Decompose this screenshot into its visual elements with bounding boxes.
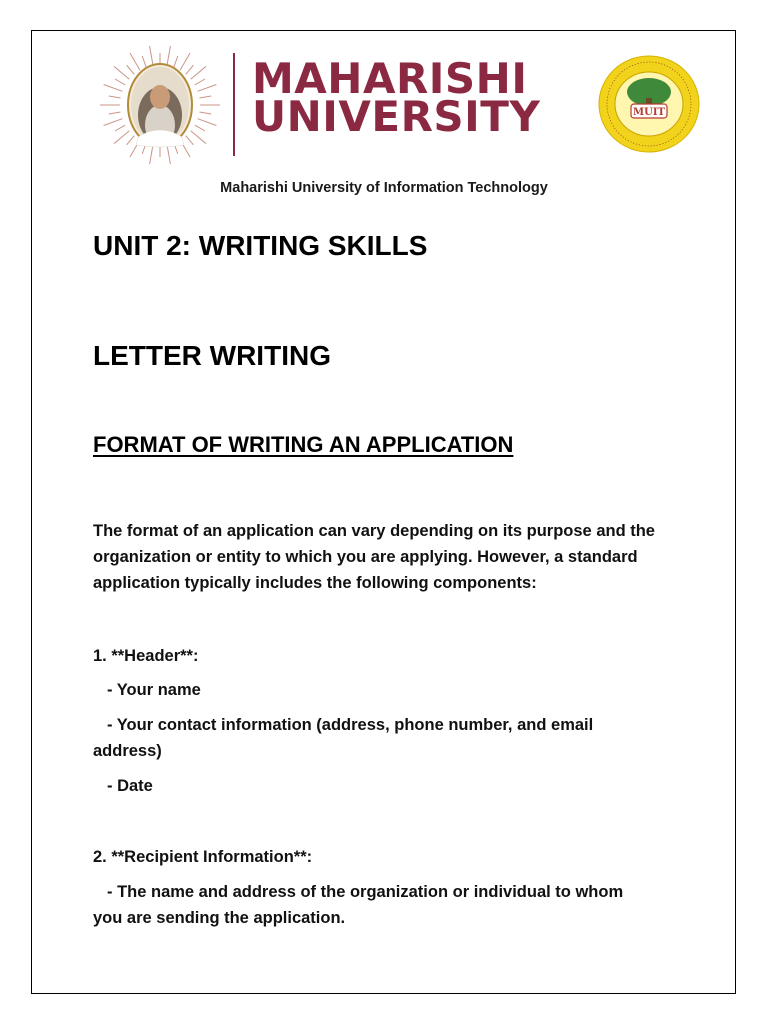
wordmark-line-1: MAHARISHI	[252, 54, 528, 103]
founder-portrait-icon	[98, 45, 222, 165]
sun-ray	[198, 84, 217, 91]
sun-ray	[109, 112, 121, 114]
sun-ray	[115, 79, 125, 85]
sun-ray	[167, 46, 170, 66]
sun-ray	[150, 144, 153, 164]
wordmark-line-2: UNIVERSITY	[252, 92, 541, 141]
sun-ray	[104, 119, 123, 126]
sun-ray	[195, 125, 205, 131]
sun-ray	[142, 56, 146, 67]
sun-ray	[109, 96, 121, 98]
sun-ray	[104, 84, 123, 91]
university-seal-icon	[597, 54, 701, 154]
sun-ray	[130, 53, 140, 70]
intro-paragraph: The format of an application can vary depending on its purpose and the organization or entity to which you are applying. However, a standard application typically includes the following components:	[93, 522, 655, 592]
item-1-point-contact-line: - Your contact information (address, phone number, and email	[107, 716, 594, 734]
section-title: LETTER WRITING	[93, 340, 331, 371]
sun-ray	[186, 65, 194, 74]
item-2-point-cont: you are sending the application.	[93, 909, 346, 927]
sun-ray	[186, 136, 194, 145]
sun-ray	[195, 79, 205, 85]
item-1-point-name: - Your name	[107, 681, 201, 699]
sun-ray	[199, 96, 211, 98]
item-1-point-contact-cont: address)	[93, 742, 162, 760]
sun-ray	[127, 136, 135, 145]
sun-ray	[198, 119, 217, 126]
sun-ray	[114, 66, 129, 79]
sun-ray	[191, 66, 206, 79]
sun-ray	[115, 125, 125, 131]
sun-ray	[199, 112, 211, 114]
sun-ray	[191, 131, 206, 144]
brand-divider	[233, 53, 235, 156]
item-1-heading: 1. **Header**:	[93, 647, 199, 665]
item-2-point-line: - The name and address of the organization or individual to whom	[107, 883, 624, 901]
item-2-heading: 2. **Recipient Information**:	[93, 848, 313, 866]
university-wordmark	[252, 54, 582, 141]
sun-ray	[150, 46, 153, 66]
sun-ray	[114, 131, 129, 144]
item-1-point-contact	[93, 712, 679, 764]
seal-text: MUIT	[633, 107, 665, 118]
sun-ray	[127, 65, 135, 74]
sun-ray	[174, 56, 178, 67]
item-1-point-date: - Date	[107, 777, 153, 795]
sub-heading: FORMAT OF WRITING AN APPLICATION	[93, 432, 514, 457]
university-full-name: Maharishi University of Information Technology	[220, 180, 548, 196]
sun-ray	[167, 144, 170, 164]
item-2-point	[93, 879, 683, 931]
sun-ray	[180, 53, 190, 70]
unit-title: UNIT 2: WRITING SKILLS	[93, 230, 428, 261]
